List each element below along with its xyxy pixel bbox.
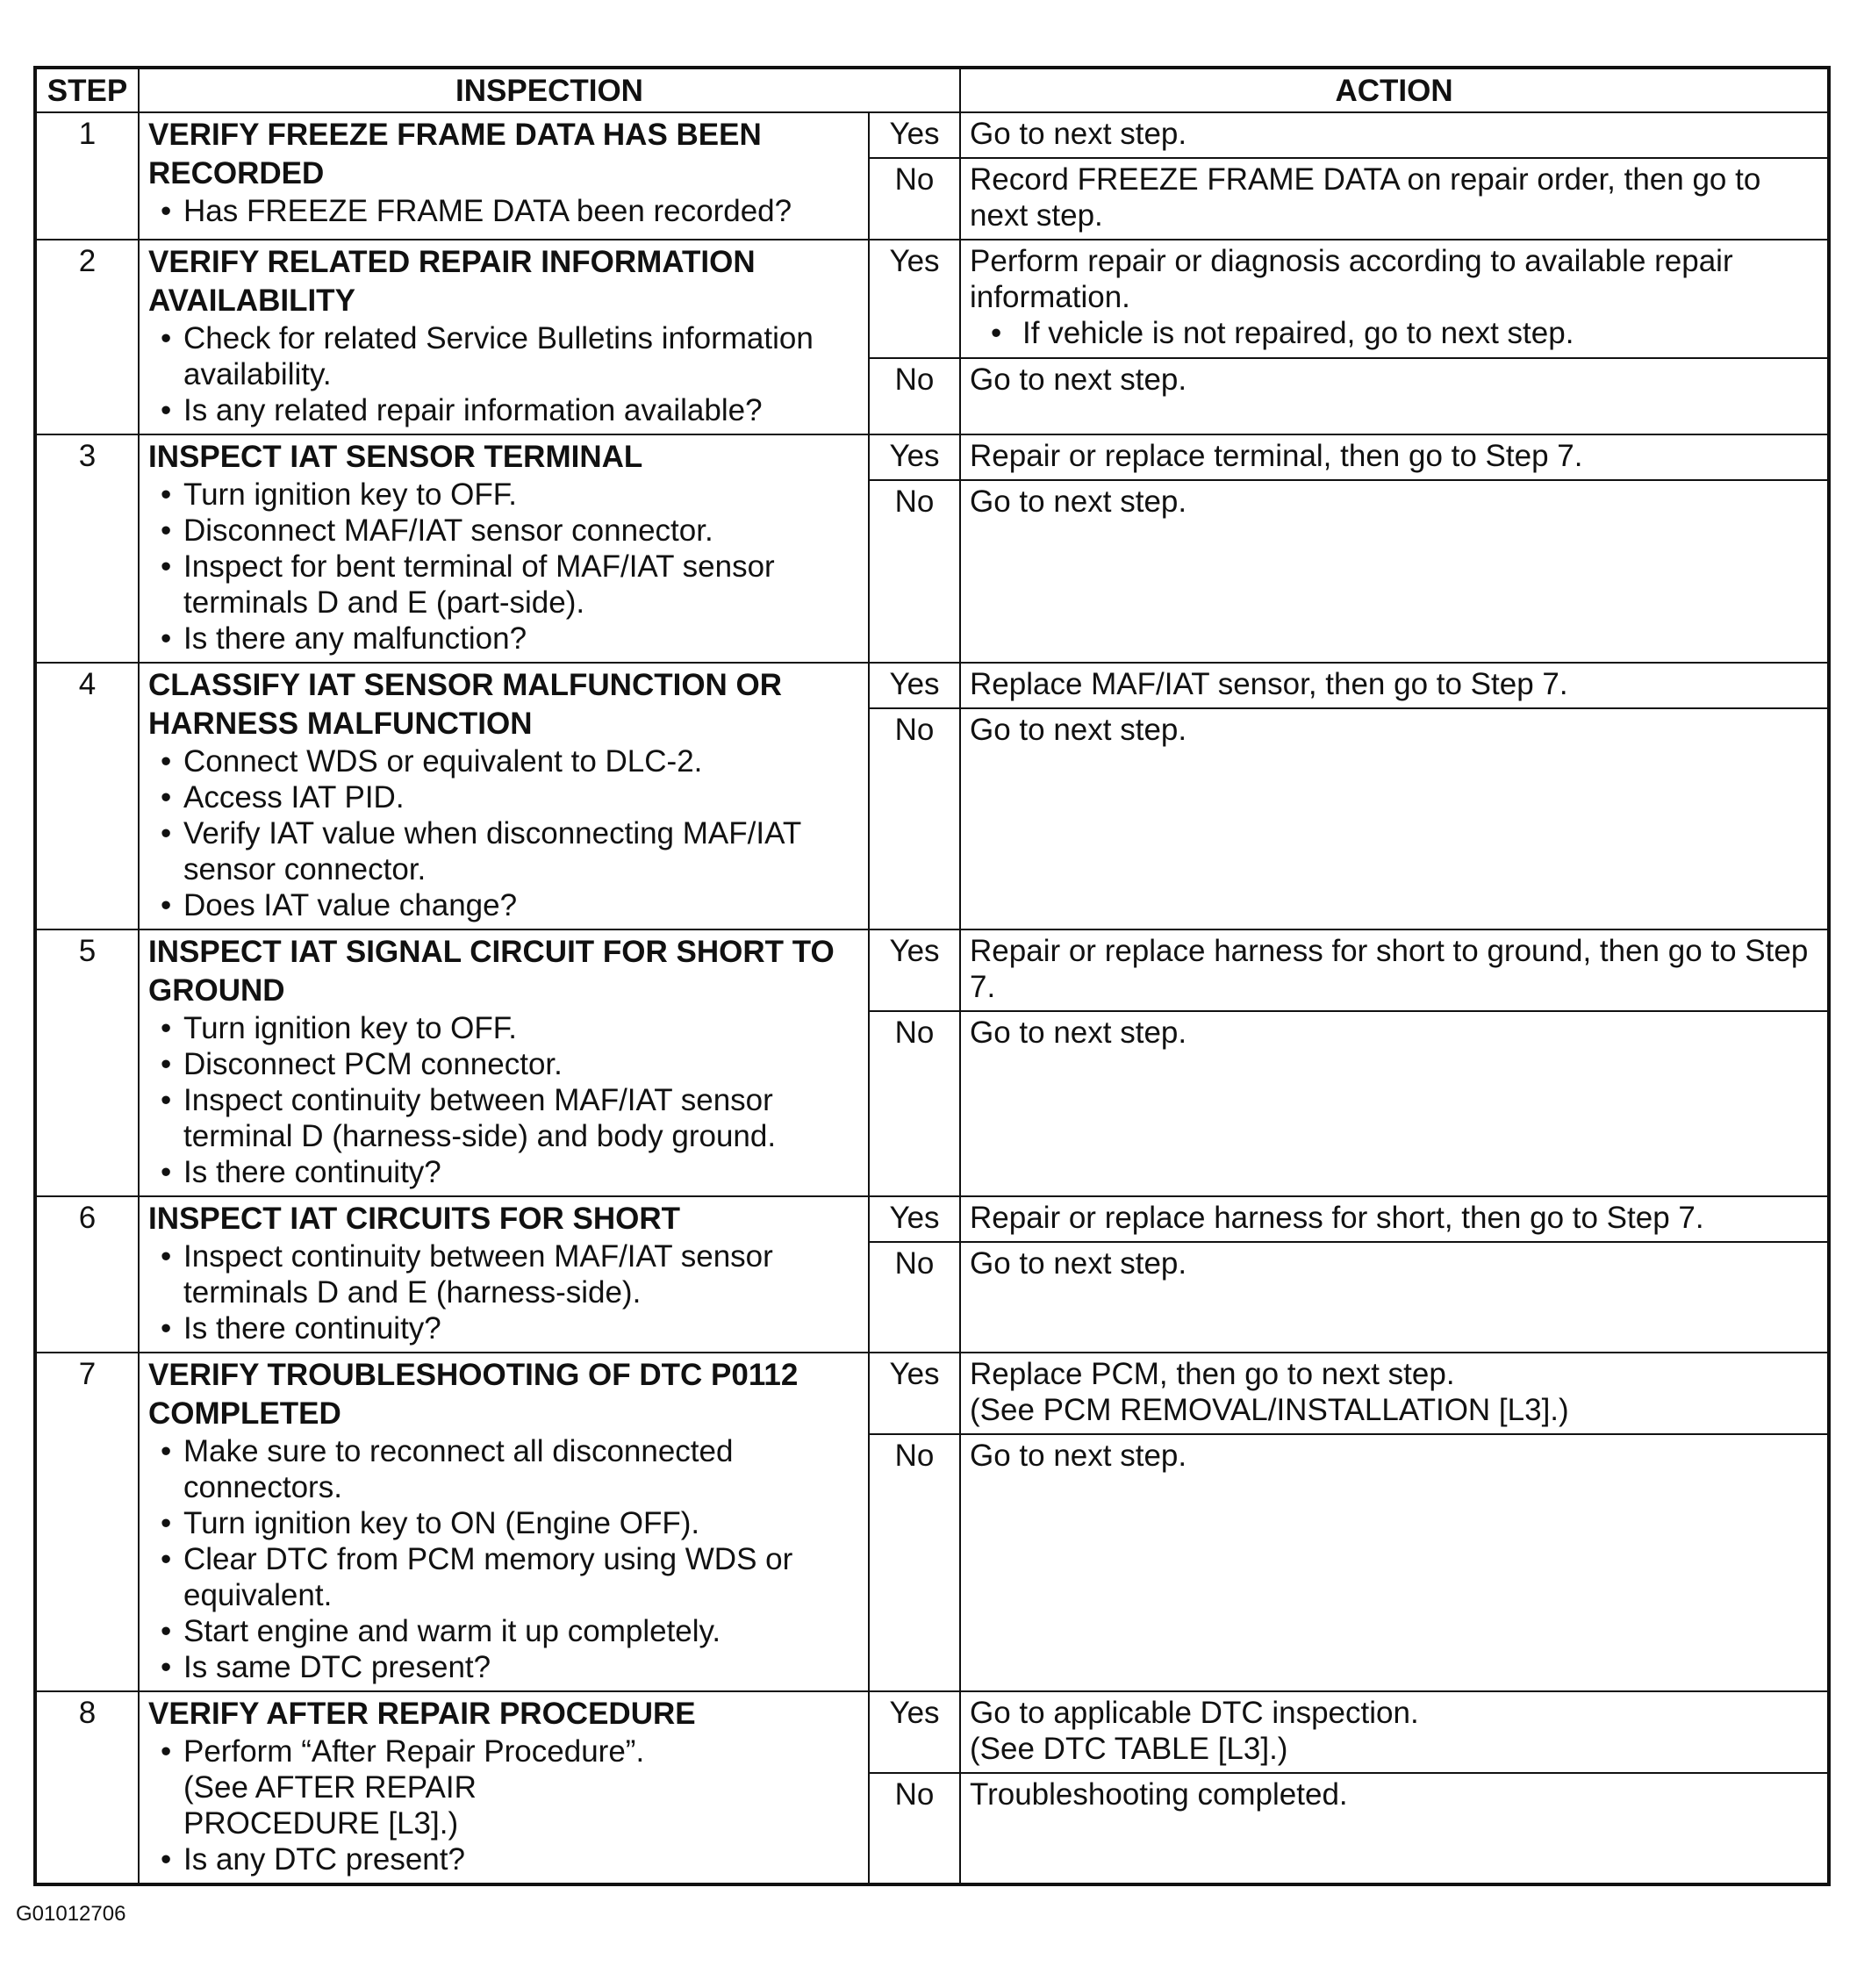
inspection-bullet-list	[148, 477, 859, 657]
action-no: Troubleshooting completed.	[960, 1773, 1829, 1884]
inspection-bullet: • Turn ignition key to OFF.	[161, 477, 517, 512]
bullet-dot-icon: •	[161, 1614, 172, 1648]
answer-yes-label: Yes	[869, 240, 960, 358]
inspection-bullet: • Disconnect MAF/IAT sensor connector.	[161, 513, 713, 548]
inspection-bullet: • Access IAT PID.	[161, 780, 405, 815]
action-yes-reference: (See PCM REMOVAL/INSTALLATION [L3].)	[970, 1393, 1569, 1427]
bullet-dot-icon: •	[161, 1506, 172, 1540]
bullet-dot-icon: •	[161, 1239, 172, 1274]
action-yes: Repair or replace harness for short to ground, then go to Step 7.	[960, 929, 1829, 1011]
table-header-row	[35, 68, 1829, 112]
action-yes: Repair or replace terminal, then go to Step 7.	[960, 434, 1829, 480]
inspection-bullet: • Is there continuity?	[161, 1155, 441, 1189]
inspection-title: VERIFY RELATED REPAIR INFORMATION AVAILABILITY	[148, 245, 756, 318]
inspection-bullet: • Inspect continuity between MAF/IAT sensor terminals D and E (harness-side).	[161, 1239, 773, 1310]
inspection-title: VERIFY TROUBLESHOOTING OF DTC P0112 COMPLETED	[148, 1358, 799, 1431]
action-no: Record FREEZE FRAME DATA on repair order, then go to next step.	[960, 158, 1829, 240]
bullet-dot-icon: •	[161, 549, 172, 584]
answer-yes-label: Yes	[869, 1691, 960, 1773]
answer-no-label: No	[869, 1011, 960, 1196]
inspection-bullet: • Is any DTC present?	[161, 1842, 465, 1877]
inspection-title: INSPECT IAT CIRCUITS FOR SHORT	[148, 1202, 681, 1236]
inspection-bullet: • Is any related repair information available?	[161, 393, 763, 427]
step-number: 6	[35, 1196, 139, 1353]
action-yes	[960, 240, 1829, 358]
bullet-dot-icon: •	[161, 477, 172, 512]
bullet-dot-icon: •	[161, 1311, 172, 1346]
action-sub-list	[970, 315, 1818, 351]
inspection-cell	[139, 663, 869, 929]
inspection-bullet: • Verify IAT value when disconnecting MAF/IAT sensor connector.	[161, 816, 801, 886]
action-no: Go to next step.	[960, 480, 1829, 663]
action-no: Go to next step.	[960, 1434, 1829, 1691]
bullet-dot-icon: •	[161, 1047, 172, 1081]
step-number: 1	[35, 112, 139, 240]
step-number: 2	[35, 240, 139, 434]
inspection-title: INSPECT IAT SENSOR TERMINAL	[148, 440, 643, 474]
inspection-bullet: • Make sure to reconnect all disconnected connectors.	[161, 1434, 734, 1504]
bullet-dot-icon: •	[161, 321, 172, 355]
inspection-cell	[139, 1353, 869, 1691]
step-number: 7	[35, 1353, 139, 1691]
action-yes-text: Go to applicable DTC inspection.	[970, 1696, 1419, 1730]
step-number: 8	[35, 1691, 139, 1884]
inspection-cell	[139, 1691, 869, 1884]
bullet-dot-icon: •	[161, 816, 172, 850]
action-no: Go to next step.	[960, 1242, 1829, 1353]
inspection-bullet: • Check for related Service Bulletins information availability.	[161, 321, 814, 391]
bullet-dot-icon: •	[161, 1734, 172, 1769]
inspection-title: INSPECT IAT SIGNAL CIRCUIT FOR SHORT TO GROUND	[148, 935, 835, 1008]
bullet-dot-icon: •	[161, 1434, 172, 1468]
inspection-bullet: • Start engine and warm it up completely.	[161, 1614, 721, 1648]
bullet-dot-icon: •	[161, 1650, 172, 1684]
answer-no-label: No	[869, 1434, 960, 1691]
step-number: 5	[35, 929, 139, 1196]
action-yes-reference: (See DTC TABLE [L3].)	[970, 1732, 1288, 1766]
action-yes-text: Replace PCM, then go to next step.	[970, 1357, 1455, 1391]
inspection-bullet: • Disconnect PCM connector.	[161, 1047, 563, 1081]
inspection-bullet-list	[148, 193, 859, 229]
answer-no-label: No	[869, 158, 960, 240]
figure-id-label: G01012706	[16, 1902, 126, 1926]
action-column-header: ACTION	[960, 68, 1829, 112]
bullet-dot-icon: •	[161, 1011, 172, 1045]
answer-yes-label: Yes	[869, 663, 960, 708]
answer-no-label: No	[869, 358, 960, 434]
inspection-bullet: • Perform “After Repair Procedure”. (See AFTER REPAIR PROCEDURE [L3].)	[148, 1733, 859, 1841]
inspection-bullet-list	[148, 1433, 859, 1685]
answer-no-label: No	[869, 1242, 960, 1353]
inspection-cell	[139, 1196, 869, 1353]
inspection-bullet: • Is there any malfunction?	[161, 621, 527, 656]
inspection-bullet: • Has FREEZE FRAME DATA been recorded?	[161, 194, 792, 228]
step-number: 4	[35, 663, 139, 929]
inspection-bullet: • Is there continuity?	[161, 1311, 441, 1346]
action-yes-text: Perform repair or diagnosis according to available repair information.	[970, 244, 1733, 314]
inspection-title: VERIFY FREEZE FRAME DATA HAS BEEN RECORDED	[148, 118, 762, 190]
bullet-dot-icon: •	[161, 194, 172, 228]
inspection-bullet: • Turn ignition key to ON (Engine OFF).	[161, 1506, 700, 1540]
answer-yes-label: Yes	[869, 434, 960, 480]
inspection-title: VERIFY AFTER REPAIR PROCEDURE	[148, 1697, 696, 1731]
answer-no-label: No	[869, 708, 960, 929]
step-row-yes	[35, 929, 1829, 1011]
inspection-reference: (See AFTER REPAIR	[183, 1770, 477, 1805]
step-row-yes	[35, 1691, 1829, 1773]
step-column-header: STEP	[35, 68, 139, 112]
bullet-dot-icon: •	[161, 1542, 172, 1576]
inspection-bullet: • Inspect for bent terminal of MAF/IAT sensor terminals D and E (part-side).	[161, 549, 775, 620]
bullet-dot-icon: •	[161, 1083, 172, 1117]
action-yes: Go to next step.	[960, 112, 1829, 158]
answer-yes-label: Yes	[869, 929, 960, 1011]
inspection-bullet-list	[148, 1238, 859, 1346]
inspection-cell	[139, 434, 869, 663]
answer-yes-label: Yes	[869, 1196, 960, 1242]
inspection-bullet-list	[148, 743, 859, 923]
action-no: Go to next step.	[960, 1011, 1829, 1196]
bullet-dot-icon: •	[161, 744, 172, 779]
bullet-dot-icon: •	[161, 621, 172, 656]
bullet-dot-icon: •	[161, 1155, 172, 1189]
inspection-bullet: • Connect WDS or equivalent to DLC-2.	[161, 744, 703, 779]
inspection-bullet: • Is same DTC present?	[161, 1650, 491, 1684]
bullet-dot-icon: •	[161, 513, 172, 548]
bullet-dot-icon: •	[991, 316, 1002, 350]
inspection-bullet-list	[148, 1733, 859, 1877]
inspection-bullet: • Does IAT value change?	[161, 888, 518, 922]
bullet-dot-icon: •	[161, 393, 172, 427]
step-row-yes	[35, 1353, 1829, 1434]
answer-yes-label: Yes	[869, 112, 960, 158]
step-row-yes	[35, 240, 1829, 358]
bullet-dot-icon: •	[161, 888, 172, 922]
inspection-bullet-list	[148, 320, 859, 428]
answer-no-label: No	[869, 480, 960, 663]
inspection-column-header: INSPECTION	[139, 68, 960, 112]
inspection-bullet: • Inspect continuity between MAF/IAT sensor terminal D (harness-side) and body ground.	[161, 1083, 777, 1153]
inspection-cell	[139, 929, 869, 1196]
step-row-yes	[35, 112, 1829, 158]
inspection-title: CLASSIFY IAT SENSOR MALFUNCTION OR HARNESS MALFUNCTION	[148, 668, 783, 741]
action-sub-bullet: • If vehicle is not repaired, go to next step.	[991, 316, 1574, 350]
action-no: Go to next step.	[960, 708, 1829, 929]
bullet-dot-icon: •	[161, 780, 172, 815]
diagnostic-procedure-table	[33, 66, 1831, 1886]
step-number: 3	[35, 434, 139, 663]
action-yes: Replace MAF/IAT sensor, then go to Step 7.	[960, 663, 1829, 708]
inspection-bullet: • Clear DTC from PCM memory using WDS or equivalent.	[161, 1542, 793, 1612]
inspection-bullet-list	[148, 1010, 859, 1190]
action-no: Go to next step.	[960, 358, 1829, 434]
inspection-cell	[139, 112, 869, 240]
step-row-yes	[35, 434, 1829, 480]
action-yes	[960, 1691, 1829, 1773]
action-yes: Repair or replace harness for short, then go to Step 7.	[960, 1196, 1829, 1242]
answer-no-label: No	[869, 1773, 960, 1884]
answer-yes-label: Yes	[869, 1353, 960, 1434]
action-yes	[960, 1353, 1829, 1434]
step-row-yes	[35, 663, 1829, 708]
inspection-cell	[139, 240, 869, 434]
bullet-dot-icon: •	[161, 1842, 172, 1877]
inspection-reference: PROCEDURE [L3].)	[183, 1806, 459, 1841]
step-row-yes	[35, 1196, 1829, 1242]
inspection-bullet: • Turn ignition key to OFF.	[161, 1011, 517, 1045]
